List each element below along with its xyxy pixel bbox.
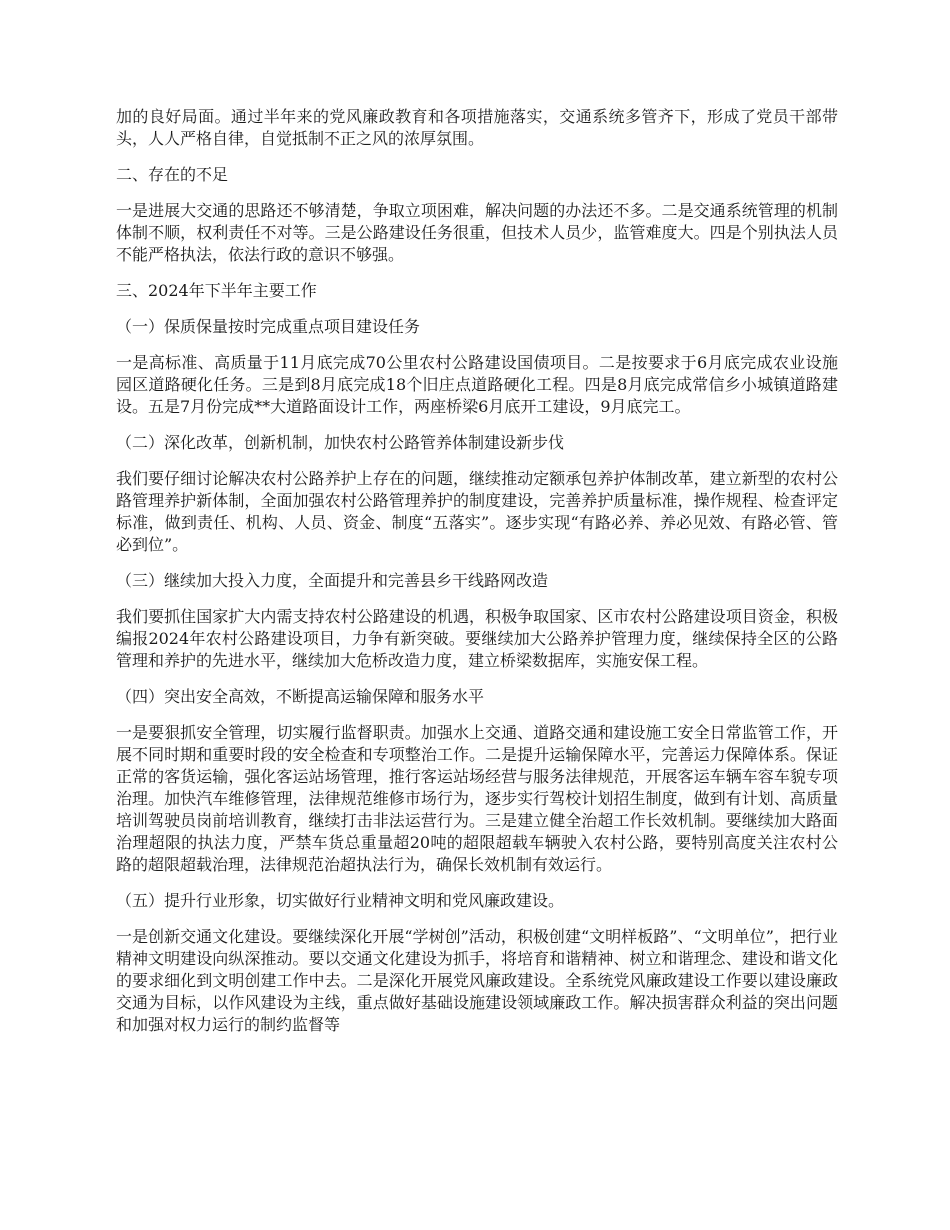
paragraph-safety: 一是要狠抓安全管理，切实履行监督职责。加强水上交通、道路交通和建设施工安全日常监管工作，开展不同时期和重要时段的安全检查和专项整治工作。二是提升运输保障水平，完善运力保障体系。保证正常的客货运输，强化客运站场管理，推行客运站场经营与服务法律规范，开展客运车辆车容车貌专项治理。加快汽车维修管理，法律规范维修市场行为，逐步实行驾校计划招生制度，做到有计划、高质量培训驾驶员岗前培训教育，继续打击非法运营行为。三是建立健全治超工作长效机制。要继续加大路面治理超限的执法力度，严禁车货总重量超20吨的超限超载车辆驶入农村公路，要特别高度关注农村公路的超限超载治理，法律规范治超执法行为，确保长效机制有效运行。 <box>116 723 838 874</box>
paragraph-investment: 我们要抓住国家扩大内需支持农村公路建设的机遇，积极争取国家、区市农村公路建设项目资金，积极编报2024年农村公路建设项目，力争有新突破。要继续加大公路养护管理力度，继续保持全区的公路管理和养护的先进水平，继续加大危桥改造力度，建立桥梁数据库，实施安保工程。 <box>116 607 838 670</box>
document-page <box>116 106 838 1050</box>
paragraph-key-projects: 一是高标准、高质量于11月底完成70公里农村公路建设国债项目。二是按要求于6月底完成农业设施园区道路硬化任务。三是到8月底完成18个旧庄点道路硬化工程。四是8月底完成常信乡小城镇道路建设。五是7月份完成**大道路面设计工作，两座桥梁6月底开工建设，9月底完工。 <box>116 353 838 416</box>
subheading-investment: （三）继续加大投入力度，全面提升和完善县乡干线路网改造 <box>116 571 549 590</box>
paragraph-industry-image: 一是创新交通文化建设。要继续深化开展“学树创”活动，积极创建“文明样板路”、“文明单位”，把行业精神文明建设向纵深推动。要以交通文化建设为抓手，将培育和谐精神、树立和谐理念、建设和谐文化的要求细化到文明创建工作中去。二是深化开展党风廉政建设。全系统党风廉政建设工作要以建设廉政交通为目标，以作风建设为主线，重点做好基础设施建设领域廉政工作。解决损害群众利益的突出问题和加强对权力运行的制约监督等 <box>116 927 838 1034</box>
paragraph-shortcomings: 一是进展大交通的思路还不够清楚，争取立项困难，解决问题的办法还不多。二是交通系统管理的机制体制不顺，权利责任不对等。三是公路建设任务很重，但技术人员少，监管难度大。四是个别执法人员不能严格执法，依法行政的意识不够强。 <box>116 201 838 264</box>
subheading-reform: （二）深化改革，创新机制，加快农村公路管养体制建设新步伐 <box>116 433 565 452</box>
section-heading-main-work: 三、2024年下半年主要工作 <box>116 281 317 300</box>
subheading-key-projects: （一）保质保量按时完成重点项目建设任务 <box>116 317 421 336</box>
subheading-safety: （四）突出安全高效，不断提高运输保障和服务水平 <box>116 687 485 706</box>
section-heading-shortcomings: 二、存在的不足 <box>116 165 229 184</box>
paragraph-reform: 我们要仔细讨论解决农村公路养护上存在的问题，继续推动定额承包养护体制改革，建立新型的农村公路管理养护新体制，全面加强农村公路管理养护的制度建设，完善养护质量标准，操作规程、检查评定标准，做到责任、机构、人员、资金、制度“五落实”。逐步实现“有路必养、养必见效、有路必管、管必到位”。 <box>116 469 838 554</box>
subheading-industry-image: （五）提升行业形象，切实做好行业精神文明和党风廉政建设。 <box>116 891 565 910</box>
paragraph-intro-continuation: 加的良好局面。通过半年来的党风廉政教育和各项措施落实，交通系统多管齐下，形成了党员干部带头，人人严格自律，自觉抵制不正之风的浓厚氛围。 <box>116 107 838 148</box>
